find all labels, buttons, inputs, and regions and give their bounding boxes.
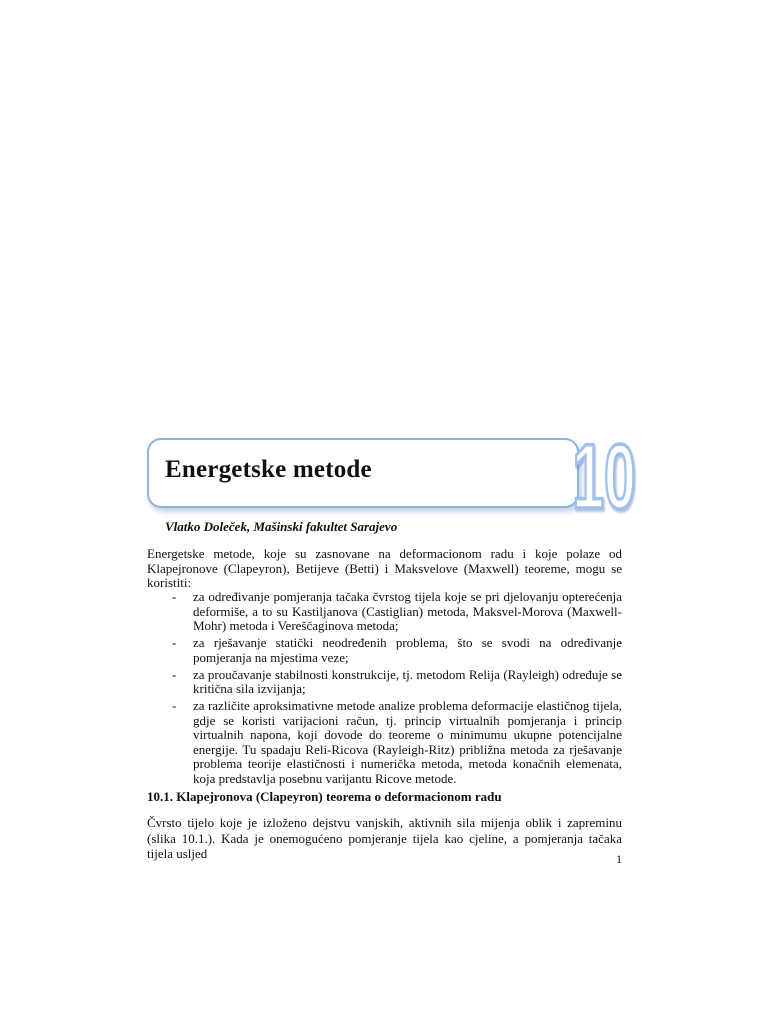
list-item-text: za proučavanje stabilnosti konstrukcije, tj. metodom Relija (Rayleigh) određuje se kritična sila izvijanja; xyxy=(193,666,622,696)
chapter-title-box xyxy=(147,438,579,508)
list-item-text: za rješavanje statički neodređenih problema, što se svodi na određivanje pomjeranja na mjestima veze; xyxy=(193,635,622,665)
list-dash: - xyxy=(172,635,177,650)
list-dash: - xyxy=(172,589,177,604)
chapter-number: 10 xyxy=(572,426,636,524)
list-item xyxy=(147,636,622,665)
intro-paragraph: Energetske metode, koje su zasnovane na deformacionom radu i koje polaze od Klapejronove (Clapeyron), Betijeve (Betti) i Maksvelove (Maxwell) teoreme, mogu se koristiti: xyxy=(147,546,622,590)
list-item xyxy=(147,590,622,634)
use-case-list xyxy=(147,590,622,789)
list-item-text: za različite aproksimativne metode analize problema deformacije elastičnog tijela, gdje se koristi varijacioni račun, tj. princip virtualnih pomjeranja i princip virtualnih napona, koji dovode do teoreme o minimumu ukupne potencijalne energije. Tu spadaju Reli-Ricova (Rayleigh-Ritz) približna metoda za rješavanje problema teorije elastičnosti i numerička metoda, metoda konačnih elemenata, koja predstavlja posebnu varijantu Ricove metode. xyxy=(193,698,622,786)
section-paragraph: Čvrsto tijelo koje je izloženo dejstvu vanjskih, aktivnih sila mijenja oblik i zapreminu (slika 10.1.). Kada je onemogućeno pomjeranje tijela kao cjeline, a pomjeranja tačaka tijela usljed xyxy=(147,815,622,861)
page-number: 1 xyxy=(616,852,622,866)
section-heading: 10.1. Klapejronova (Clapeyron) teorema o deformacionom radu xyxy=(147,789,502,804)
chapter-number-graphic xyxy=(568,424,640,524)
list-item xyxy=(147,668,622,697)
chapter-title: Energetske metode xyxy=(165,456,372,483)
list-dash: - xyxy=(172,698,177,713)
list-item xyxy=(147,699,622,786)
list-item-text: za određivanje pomjeranja tačaka čvrstog tijela koje se pri djelovanju opterećenja deformiše, a to su Kastiljanova (Castiglian) metoda, Maksvel-Morova (Maxwell-Mohr) metoda i Vereščaginova metoda; xyxy=(193,589,622,633)
author-line: Vlatko Doleček, Mašinski fakultet Sarajevo xyxy=(165,519,398,534)
list-dash: - xyxy=(172,666,177,682)
